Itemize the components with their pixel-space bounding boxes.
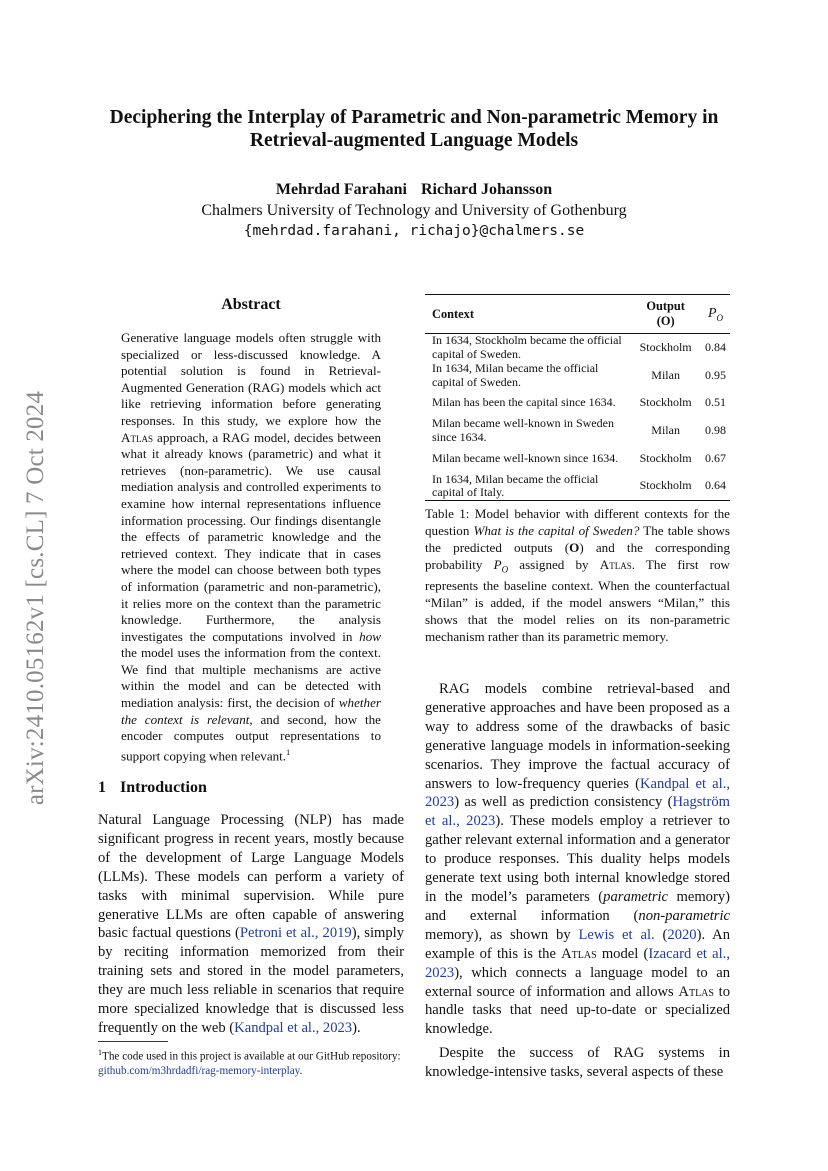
affiliation: Chalmers University of Technology and University of Gothenburg — [201, 202, 627, 219]
context-table — [425, 294, 730, 501]
arxiv-stamp — [18, 378, 54, 818]
table-row: In 1634, Milan became the official capital of Italy. Stockholm 0.64 — [425, 472, 730, 500]
citation-link[interactable]: Izacard et al., 2023 — [425, 945, 730, 981]
author-1: Mehrdad Farahani — [275, 181, 407, 198]
abstract-heading: Abstract — [221, 296, 281, 313]
arxiv-id: arXiv:2410.05162v1 [cs.CL] 7 Oct 2024 — [22, 390, 49, 806]
table-row: Milan has been the capital since 1634. Stockholm 0.51 — [432, 395, 726, 410]
table-caption: Table 1: Model behavior with different contexts for the question What is the capital of Sweden? The table shows the predicted outputs (O) and the corresponding probability $P_O$ assigned by Atlas. The first row represents the baseline context. When the counterfactual “Milan” is added, if the model answers “Milan,” this shows that the model relies on its non-parametric mechanism rather than its parametric memory. — [425, 506, 731, 644]
table-row: In 1634, Milan became the official capital of Sweden. Milan 0.95 — [432, 360, 726, 389]
table-row: In 1634, Stockholm became the official capital of Sweden. Stockholm 0.84 — [432, 333, 726, 361]
author-2: Richard Johansson — [420, 181, 553, 198]
abstract-text: Generative language models often struggle with specialized or less-discussed knowledge. A potential solution is found in Retrieval-Augmented Generation (RAG) models which act like retrieving information before generating responses. In this study, we explore how the Atlas approach, a RAG model, decides between what it already knows (parametric) and what it retrieves (non-parametric). We use causal mediation analysis and controlled experiments to examine how internal representations influence information processing. Our findings disentangle the effects of parametric knowledge and the retrieved context. They indicate that in cases where the model can choose between both types of information (parametric and non-parametric), it relies more on the context than the parametric knowledge. Furthermore, the analysis investigates the computations involved in how the model uses the information from the context. We find that multiple mechanisms are active within the model and can be detected with mediation analysis: first, the decision of whether the context is relevant, and second, how the encoder computes output representations to support copying when relevant.$^1$ — [121, 330, 381, 764]
citation-link[interactable]: Kandpal et al., 2023 — [425, 775, 730, 811]
paragraph-rag-models: RAG models combine retrieval-based and generative approaches and have been proposed as a way to address some of the drawbacks of basic generative language models in information-seeking scenarios. They improve the factual accuracy of answers to low-frequency queries (Kandpal et al., 2023) as well as prediction consistency (Hagström et al., 2023). These models employ a retriever to gather relevant external information and a generator to produce responses. This duality helps models generate text using both internal knowledge stored in the model’s parameters (parametric memory) and external information (non-parametric memory), as shown by Lewis et al. (2020). An example of this is the Atlas model (Izacard et al., 2023), which connects a language model to an external source of information and allows Atlas to handle tasks that need up-to-date or specialized knowledge. — [425, 681, 731, 1038]
header-probability: $P_O$ — [698, 295, 730, 334]
right-column-body — [425, 680, 730, 1082]
footnote-rule — [98, 1041, 168, 1042]
citation-link[interactable]: Lewis et al. — [578, 926, 655, 943]
section-heading-introduction: 1 Introduction — [98, 779, 207, 796]
table-row: Milan became well-known in Sweden since 1634. Milan 0.98 — [432, 416, 726, 444]
paragraph-despite: Despite the success of RAG systems in knowledge-intensive tasks, several aspects of these — [425, 1045, 730, 1081]
table-header-row — [425, 295, 730, 334]
introduction-paragraph: Natural Language Processing (NLP) has made significant progress in recent years, mostly because of the development of Large Language Models (LLMs). These models can perform a variety of tasks with minimal supervision. While pure generative LLMs are often capable of answering basic factual questions (Petroni et al., 2019), simply by reciting information memorized from their training sets and stored in the model parameters, they are much less reliable in scenarios that require more specialized knowledge that is discussed less frequently on the web (Kandpal et al., 2023). — [98, 812, 405, 1036]
authors — [90, 181, 738, 199]
footnote-mark: 1 — [286, 747, 291, 757]
header-output: Output (O) — [630, 295, 698, 334]
footnote: $^1$The code used in this project is available at our GitHub repository: github.com/m3hrdadfi/rag-memory-interplay. — [98, 1048, 401, 1077]
citation-link[interactable]: Petroni et al., 2019 — [239, 925, 352, 942]
header-context: Context — [425, 295, 630, 334]
citation-link[interactable]: Hagström et al., 2023 — [425, 794, 730, 830]
citation-link[interactable]: 2020 — [667, 926, 697, 943]
github-link[interactable]: github.com/m3hrdadfi/rag-memory-interplay — [98, 1064, 300, 1077]
table-row: Milan became well-known since 1634. Stockholm 0.67 — [432, 450, 726, 465]
paper-title: Deciphering the Interplay of Parametric and Non-parametric Memory in Retrieval-augmented Language Models — [109, 107, 719, 151]
citation-link[interactable]: Kandpal et al., 2023 — [234, 1019, 353, 1036]
email: {mehrdad.farahani, richajo}@chalmers.se — [243, 223, 585, 239]
